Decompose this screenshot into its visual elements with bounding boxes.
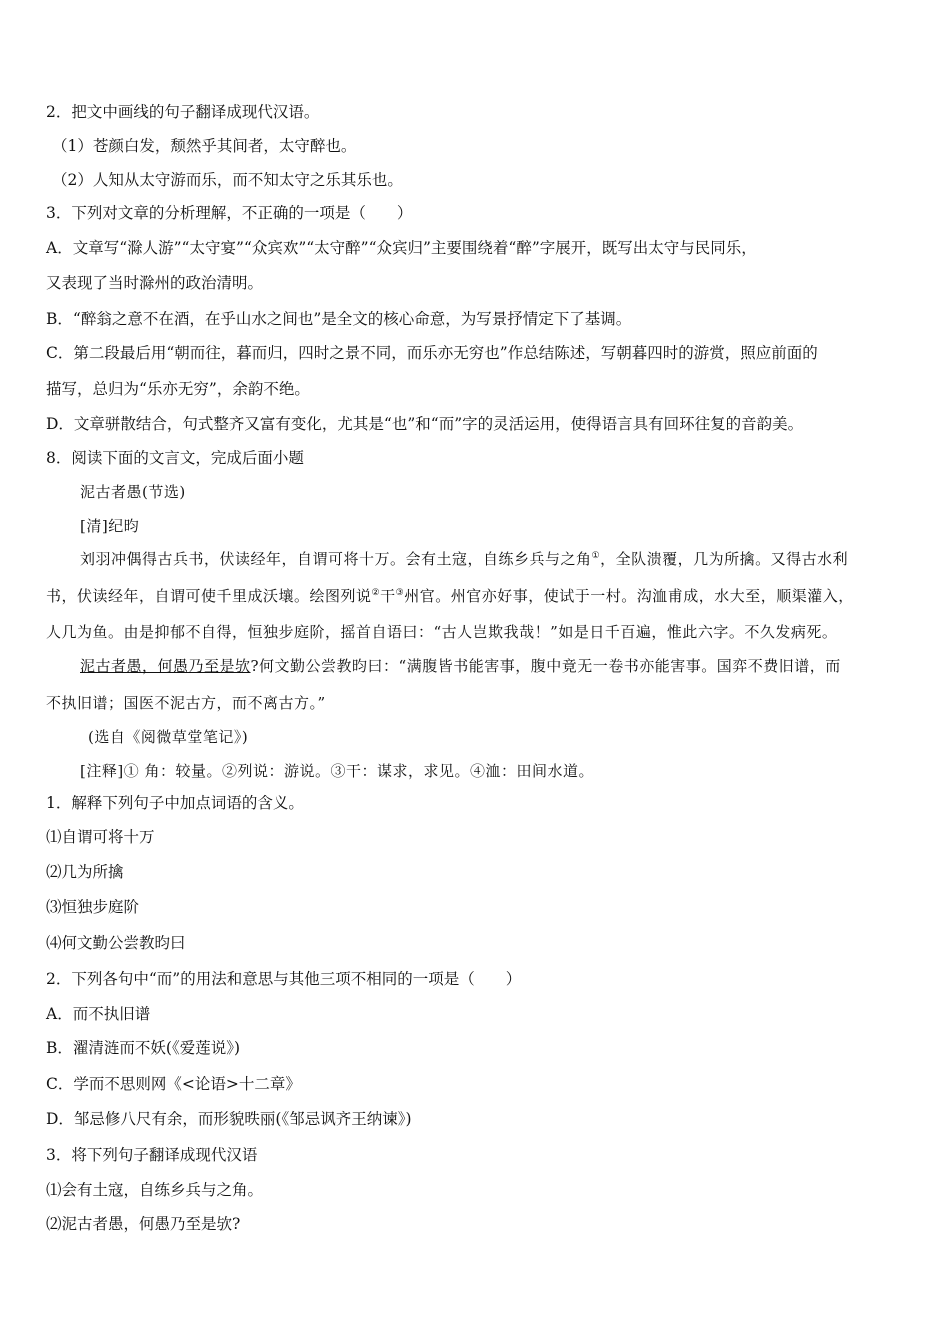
question-2-item-2: （2）人知从太守游而乐，而不知太守之乐其乐也。 [52, 171, 403, 189]
subquestion-2-option-b: B．濯清涟而不妖(《爱莲说》) [46, 1039, 240, 1057]
question-2-heading: 2．把文中画线的句子翻译成现代汉语。 [46, 103, 320, 121]
question-8-heading: 8．阅读下面的文言文，完成后面小题 [46, 449, 304, 467]
passage-line-5: 不执旧谱；国医不泥古方，而不离古方。” [46, 694, 326, 712]
note-mark-3: ③ [395, 588, 405, 598]
option-a-line-2: 又表现了当时滁州的政治清明。 [46, 274, 264, 292]
passage-title: 泥古者愚(节选) [80, 483, 186, 501]
passage-source: (选自《阅微草堂笔记》) [88, 728, 249, 746]
passage-line-2: 书，伏读经年，自谓可使千里成沃壤。绘图列说②干③州官。州官亦好事，使试于一村。沟洫甫成，水大至，顺渠灌入， [46, 587, 854, 605]
option-d: D．文章骈散结合，句式整齐又富有变化，尤其是“也”和“而”字的灵活运用，使得语言具有回环往复的音韵美。 [46, 415, 804, 433]
subquestion-1-item-4: ⑷何文勤公尝教昀曰 [46, 934, 186, 952]
passage-line-1: 刘羽冲偶得古兵书，伏读经年，自谓可将十万。会有土寇，自练乡兵与之角①，全队溃覆，几为所擒。又得古水利 [80, 550, 849, 568]
subquestion-3-item-2: ⑵泥古者愚，何愚乃至是欤? [46, 1215, 241, 1233]
subquestion-1-item-1: ⑴自谓可将十万 [46, 828, 155, 846]
subquestion-2-option-a: A．而不执旧谱 [46, 1005, 151, 1023]
question-2-item-1: （1）苍颜白发，颓然乎其间者，太守醉也。 [52, 137, 357, 155]
passage-line-3: 人几为鱼。由是抑郁不自得，恒独步庭阶，摇首自语曰：“古人岂欺我哉！”如是日千百遍，惟此六字。不久发病死。 [46, 623, 838, 641]
passage-line-4: 泥古者愚，何愚乃至是欤?何文勤公尝教昀曰：“满腹皆书能害事，腹中竟无一卷书亦能害事。国弈不费旧谱，而 [80, 657, 841, 675]
subquestion-1-heading: 1．解释下列句子中加点词语的含义。 [46, 794, 304, 812]
underlined-sentence: 泥古者愚，何愚乃至是欤 [80, 657, 251, 675]
subquestion-3-item-1: ⑴会有土寇，自练乡兵与之角。 [46, 1181, 264, 1199]
passage-notes: [注释]① 角：较量。②列说：游说。③干：谋求，求见。④洫：田间水道。 [80, 762, 594, 780]
subquestion-2-heading: 2．下列各句中“而”的用法和意思与其他三项不相同的一项是（ ） [46, 970, 522, 988]
note-mark-2: ② [371, 588, 381, 598]
subquestion-3-heading: 3．将下列句子翻译成现代汉语 [46, 1146, 258, 1164]
passage-author: [清]纪昀 [80, 517, 140, 535]
question-3-heading: 3．下列对文章的分析理解，不正确的一项是（ ） [46, 204, 413, 222]
subquestion-2-option-c: C．学而不思则网《<论语>十二章》 [46, 1075, 301, 1093]
subquestion-1-item-2: ⑵几为所擒 [46, 863, 124, 881]
option-b: B．“醉翁之意不在酒，在乎山水之间也”是全文的核心命意，为写景抒情定下了基调。 [46, 310, 632, 328]
option-c-line-1: C．第二段最后用“朝而往，暮而归，四时之景不同，而乐亦无穷也”作总结陈述，写朝暮四时的游赏，照应前面的 [46, 344, 818, 362]
subquestion-1-item-3: ⑶恒独步庭阶 [46, 898, 140, 916]
option-a-line-1: A．文章写“滁人游”“太守宴”“众宾欢”“太守醉”“众宾归”主要围绕着“醉”字展开，既写出太守与民同乐， [46, 239, 757, 257]
subquestion-2-option-d: D．邹忌修八尺有余，而形貌昳丽(《邹忌讽齐王纳谏》) [46, 1110, 412, 1128]
note-mark-1: ① [591, 551, 601, 561]
option-c-line-2: 描写，总归为“乐亦无穷”，余韵不绝。 [46, 380, 310, 398]
